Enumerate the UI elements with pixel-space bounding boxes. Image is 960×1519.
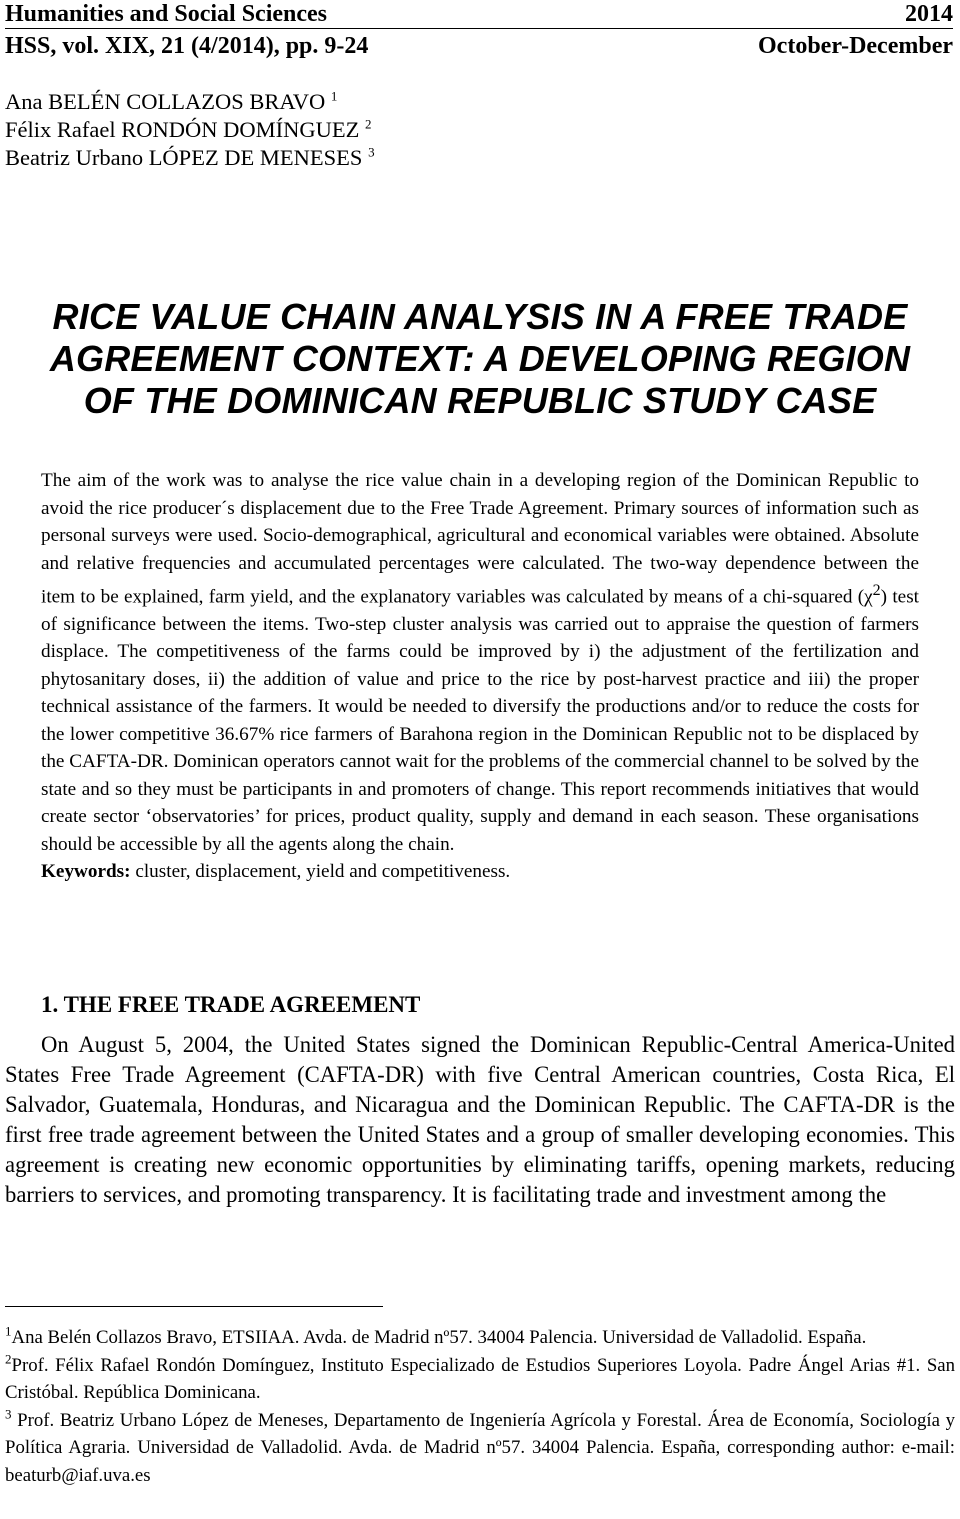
author-name: Beatriz Urbano LÓPEZ DE MENESES [5,145,363,170]
footnote-ref: 1 [5,1323,12,1339]
footnote-3 [5,1407,955,1490]
abstract-part-2: ) test of significance between the items. Two-step cluster analysis was carried out to appraise the question of farmers displace. The competitiveness of the farms could be improved by i) the adjustment of the fertilization and phytosanitary doses, ii) the addition of value and price to the rice by post-harvest practice and iii) the proper technical assistance of the farmers. It would be needed to diversify the productions and/or to reduce the costs for the lower competitive 36.67% rice farmers of Barahona region in the Dominican Republic not to be displaced by the CAFTA-DR. Dominican operators cannot wait for the problems of the commercial channel to be solved by the state and so they must be participants in and promoters of change. This report recommends initiatives that would create sector ‘observatories’ for prices, product quality, supply and demand in each season. These organisations should be accessible by all the agents along the chain. [41,586,919,855]
author-name: Félix Rafael RONDÓN DOMÍNGUEZ [5,117,360,142]
footnote-text: Prof. Félix Rafael Rondón Domínguez, Instituto Especializado de Estudios Superiores Loyola. Padre Ángel Arias #1. San Cristóbal. República Dominicana. [5,1354,955,1403]
footnotes [5,1324,955,1489]
footnote-ref: 3 [5,1406,12,1422]
keywords-list: cluster, displacement, yield and competitiveness. [130,861,511,883]
author-3 [5,144,375,172]
title-line: OF THE DOMINICAN REPUBLIC STUDY CASE [83,380,877,421]
journal-name: Humanities and Social Sciences [5,1,328,27]
author-name: Ana BELÉN COLLAZOS BRAVO [5,89,326,114]
author-ref: 2 [364,116,372,132]
paper-title [0,296,960,422]
author-1 [5,88,375,116]
author-2 [5,116,375,144]
volume-header [5,32,953,60]
title-line: RICE VALUE CHAIN ANALYSIS IN A FREE TRADE [52,296,908,337]
footnote-1 [5,1324,955,1352]
author-ref: 1 [330,88,338,104]
journal-year: 2014 [905,1,953,27]
section-heading: 1. THE FREE TRADE AGREEMENT [41,992,421,1017]
issue-period: October-December [758,33,953,59]
footnote-text: Prof. Beatriz Urbano López de Meneses, Departamento de Ingeniería Agrícola y Forestal. Área de Economía, Sociología y Política Agraria. Universidad de Valladolid. Avda. de Madrid nº57. 34004 Palencia. España, corresponding author: e-mail: beaturb@iaf.uva.es [5,1409,955,1486]
author-list [5,88,375,172]
keywords-label: Keywords: [41,861,131,883]
footnote-2 [5,1352,955,1407]
abstract [41,467,919,886]
abstract-part-1: The aim of the work was to analyse the rice value chain in a developing region of the Dominican Republic to avoid the rice producer´s displacement due to the Free Trade Agreement. Primary sources of information such as personal surveys were used. Socio-demographical, agricultural and economical variables were obtained. Absolute and relative frequencies and accumulated percentages were calculated. The two-way dependence between the item to be explained, farm yield, and the explanatory variables was calculated by means of a chi-squared (χ [41,470,919,608]
keywords [41,858,919,886]
journal-header [5,0,953,29]
footnote-text: Ana Belén Collazos Bravo, ETSIIAA. Avda. de Madrid nº57. 34004 Palencia. Universidad de Valladolid. España. [11,1327,867,1348]
footnote-ref: 2 [5,1351,12,1367]
section-body [5,1030,955,1211]
abstract-text [41,467,919,858]
footnote-divider [5,1306,383,1307]
chi-superscript: 2 [872,582,881,599]
body-paragraph: On August 5, 2004, the United States signed the Dominican Republic-Central America-United States Free Trade Agreement (CAFTA-DR) with five Central American countries, Costa Rica, El Salvador, Guatemala, Honduras, and Nicaragua and the Dominican Republic. The CAFTA-DR is the first free trade agreement between the United States and a group of smaller developing economies. This agreement is creating new economic opportunities by eliminating tariffs, opening markets, reducing barriers to services, and promoting transparency. It is facilitating trade and investment among the [5,1032,955,1208]
author-ref: 3 [368,144,375,160]
title-line: AGREEMENT CONTEXT: A DEVELOPING REGION [49,338,911,379]
volume-info: HSS, vol. XIX, 21 (4/2014), pp. 9-24 [5,33,369,59]
